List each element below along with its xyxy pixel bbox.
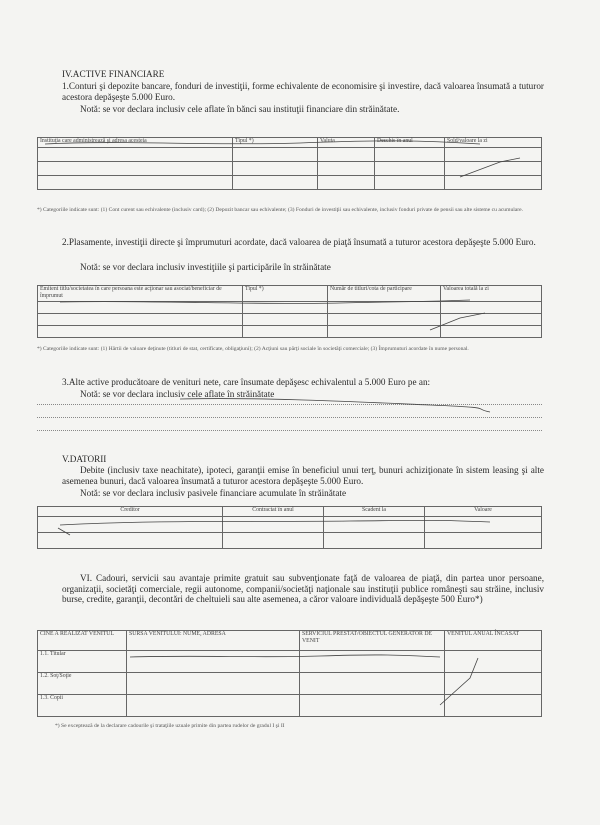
col-due-date: Scadent la — [324, 507, 425, 517]
col-source: SURSA VENITULUI: NUME, ADRESA — [127, 631, 300, 651]
assets-note-2: Notă: se vor declara inclusiv investiţiile şi participările în străinătate — [80, 262, 331, 272]
col-who: CINE A REALIZAT VENITUL — [38, 631, 127, 651]
assets-paragraph-1: 1.Conturi şi depozite bancare, fonduri de investiţii, forme echivalente de economisire şi investire, dacă valoarea însumată a tuturor acestora depăşeşte 5.000 Euro. — [62, 81, 544, 102]
assets-paragraph-3: 3.Alte active producătoare de venituri nete, care însumate depăşesc echivalentul a 5.000 Euro pe an: — [62, 377, 431, 387]
col-balance: Sold/valoare la zi — [445, 138, 542, 148]
investments-footnote: *) Categoriile indicate sunt: (1) Hârtii de valoare deţinute (titluri de stat, certificate, obligaţiuni); (2) Acţiuni sau părţi sociale în societăţi comerciale; (3) Împrumuturi acordate în nume personal. — [37, 346, 469, 352]
row-label-spouse: 1.2. Soţ/Soţie — [38, 673, 127, 695]
row-label-children: 1.3. Copii — [38, 695, 127, 717]
col-type: Tipul *) — [233, 138, 318, 148]
assets-note-3: Notă: se vor declara inclusiv cele aflate în străinătate — [80, 389, 275, 399]
col-shares: Număr de titluri/cota de participare — [328, 286, 441, 302]
gifts-paragraph: VI. Cadouri, servicii sau avantaje primite gratuit sau subvenţionate faţă de valoarea de piaţă, din partea unor persoane, organizaţii, societăţi comerciale, regii autonome, companii/societăţi naţionale sau instituţii publice româneşti sau străine, inclusiv burse, credite, garanţii, decontări de cheltuieli sau alte asemenea, a căror valoare individuală depăşeşte 500 Euro*) — [62, 573, 544, 605]
debts-paragraph: Debite (inclusiv taxe neachitate), ipoteci, garanţii emise în beneficiul unui terţ, bunuri achiziţionate în sistem leasing şi alte asemenea bunuri, dacă valoarea însumată a tuturor acestora depăşeşte 5.000 Euro. — [62, 465, 544, 486]
col-currency: Valuta — [318, 138, 375, 148]
section-title-active-financiare: IV.ACTIVE FINANCIARE — [62, 69, 165, 79]
section-title-datorii: V.DATORII — [62, 454, 107, 464]
col-service: SERVICIUL PRESTAT/OBIECTUL GENERATOR DE VENIT — [300, 631, 445, 651]
col-creditor: Creditor — [38, 507, 223, 517]
col-total-value: Valoarea totală la zi — [441, 286, 542, 302]
col-investment-type: Tipul *) — [243, 286, 328, 302]
debts-note: Notă: se vor declara inclusiv pasivele financiare acumulate în străinătate — [80, 488, 347, 498]
row-label-titular: 1.1. Titular — [38, 651, 127, 673]
col-annual-income: VENITUL ANUAL ÎNCASAT — [445, 631, 542, 651]
col-contracted-year: Contractat în anul — [223, 507, 324, 517]
col-opened-year: Deschis în anul — [375, 138, 445, 148]
bank-accounts-footnote: *) Categoriile indicate sunt: (1) Cont curent sau echivalente (inclusiv card); (2) Depozit bancar sau echivalente; (3) Fonduri de investiţii sau echivalente, inclusiv fonduri private de pensii sau alte sisteme cu acumulare. — [37, 207, 524, 213]
col-issuer: Emitent titlu/societatea în care persoana este acţionar sau asociat/beneficiar de împrumut — [38, 286, 243, 302]
gifts-footnote: *) Se exceptează de la declarare cadourile şi trataţiile uzuale primite din partea rudelor de gradul I şi II — [55, 723, 285, 729]
assets-paragraph-2: 2.Plasamente, investiţii directe şi împrumuturi acordate, dacă valoarea de piaţă însumată a tuturor acestora depăşeşte 5.000 Euro. — [62, 237, 536, 247]
col-debt-value: Valoare — [425, 507, 542, 517]
assets-note-1: Notă: se vor declara inclusiv cele aflate în bănci sau instituţii financiare din străinătate. — [80, 104, 400, 114]
col-institution: Instituţia care administrează şi adresa acesteia — [38, 138, 233, 148]
